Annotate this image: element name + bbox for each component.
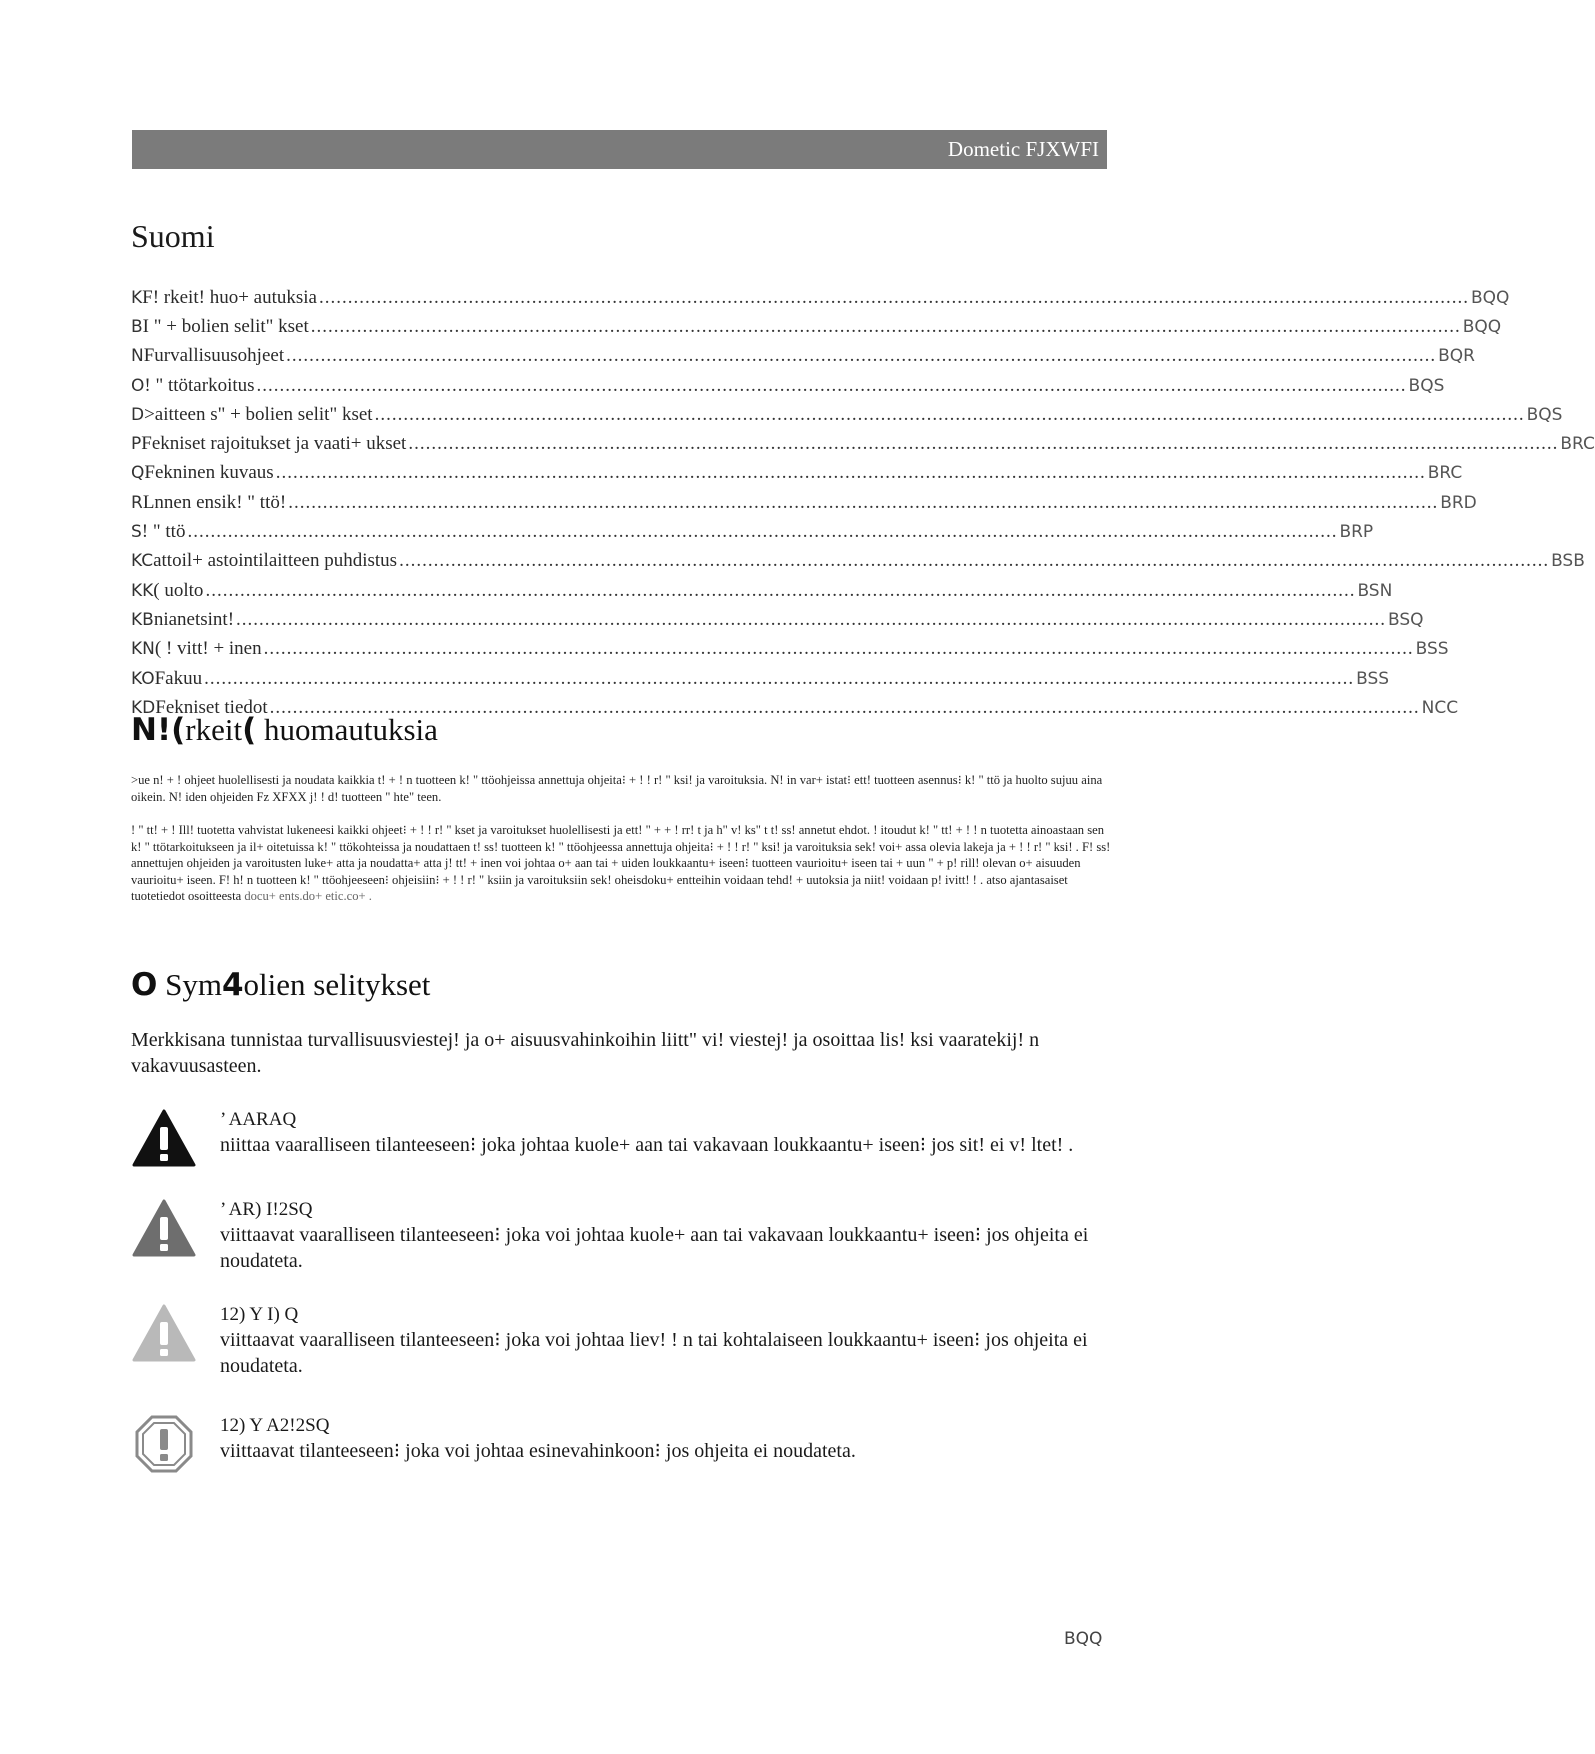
hazard-caution <box>131 1303 1121 1377</box>
toc-title: Lnnen ensik! " ttö! <box>142 491 287 513</box>
toc-leader: ........................................................................................................................................................................................................ <box>288 491 1439 513</box>
notice-octagon-icon <box>131 1414 197 1474</box>
toc-page-number: NCC <box>1421 697 1459 718</box>
toc-number: KK <box>131 580 154 601</box>
notes-paragraph-1: >ue n! + ! ohjeet huolellisesti ja noudata kaikkia t! + ! n tuotteen k! " ttöohjeissa annettuja ohjeita⁝ + ! ! r! " ksi! ja varoituksia. N! in var+ istat⁝ ett! tuotteen asennus⁝ k! " ttö ja huolto sujuu aina oikein. N! iden ohjeiden Fz XFXX j! ! d! tuotteen " hte" teen. <box>131 773 1103 804</box>
toc-number: Q <box>131 463 145 484</box>
toc-number: P <box>131 434 142 455</box>
hazard-label: 12) Y A2!2SQ <box>220 1415 330 1436</box>
hazard-label: 12) Y I) Q <box>220 1304 299 1325</box>
toc-page-number: BSN <box>1357 580 1393 601</box>
hazard-description: viittaavat vaaralliseen tilanteeseen⁝ joka voi johtaa liev! ! n tai kohtalaiseen loukkaantu+ iseen⁝ jos ohjeita ei noudateta. <box>220 1329 1088 1377</box>
toc-page-number: BSS <box>1356 668 1390 689</box>
toc-entry[interactable] <box>131 664 1390 693</box>
toc-page-number: BSB <box>1551 551 1585 572</box>
toc-number: R <box>131 492 143 513</box>
toc-leader: ........................................................................................................................................................................................................ <box>374 403 1525 425</box>
toc-leader: ........................................................................................................................................................................................................ <box>263 638 1414 660</box>
section-number: N <box>131 712 157 748</box>
toc-page-number: BQS <box>1408 375 1445 396</box>
toc-page-number: BQS <box>1526 404 1563 425</box>
toc-title: F! rkeit! huo+ autuksia <box>142 286 317 308</box>
section-number: O <box>131 967 158 1003</box>
toc-page-number: BQQ <box>1470 287 1510 308</box>
toc-leader: ........................................................................................................................................................................................................ <box>275 462 1426 484</box>
toc-entry[interactable] <box>131 547 1585 576</box>
documents-link[interactable]: docu+ ents.do+ etic.co+ . <box>244 889 372 904</box>
warning-triangle-gray-icon <box>131 1198 197 1258</box>
toc-page-number: BSS <box>1415 639 1449 660</box>
toc-number: KD <box>131 697 156 718</box>
notes-paragraph-2: ! " tt! + ! Ill! tuotetta vahvistat lukeneesi kaikki ohjeet⁝ + ! ! r! " kset ja varoitukset huolellisesti ja ett! " + + ! rr! t ja h" v! ks" t t! ss! annetut ehdot. ! itoudut k! " tt! + ! ! n tuotetta ainoastaan sen k! " ttötarkoitukseen ja il+ oitetuissa k! " ttökohteissa ja noudattaen t! ss! tuotteen k! " ttöohjeessa annettuja ohjeita⁝ + ! ! r! " ksi! ja varoituksia sek! voi+ assa olevia lakeja ja + ! ! r! " ksi! . F! ss! annettujen ohjeiden ja varoitusten luke+ atta ja noudatta+ atta j! tt! + inen voi johtaa o+ aan tai + uiden loukkaantu+ iseen⁝ tuotteen vaurioitu+ iseen tai + uun " + p! rill! olevan o+ aisuuden vaurioitu+ iseen. F! h! n tuotteen k! " ttöohjeeseen⁝ ohjeisiin⁝ + ! ! r! " ksiin ja varoituksiin sek! oheisdoku+ entteihin voidaan tehd! + uutoksia ja niit! voidaan p! ivitt! ! . atso ajantasaiset tuotetiedot osoitteesta docu+ ents.do+ etic.co+ . <box>131 823 1111 904</box>
toc-entry[interactable] <box>131 283 1510 312</box>
signal-word-intro: Merkkisana tunnistaa turvallisuusviestej! ja o+ aisuusvahinkoihin liitt" vi! viestej! ja osoittaa lis! ksi vaaratekij! n vakavuusasteen. <box>131 1029 1040 1077</box>
toc-leader: ........................................................................................................................................................................................................ <box>408 433 1559 455</box>
hazard-label: ’ AR) I!2SQ <box>220 1199 313 1220</box>
toc-title: ! " ttötarkoitus <box>144 374 255 396</box>
toc-leader: ........................................................................................................................................................................................................ <box>310 315 1461 337</box>
table-of-contents <box>131 283 1595 722</box>
toc-title: ! " ttö <box>141 521 186 543</box>
toc-number: KN <box>131 639 155 660</box>
toc-leader: ........................................................................................................................................................................................................ <box>187 521 1338 543</box>
toc-leader: ........................................................................................................................................................................................................ <box>256 374 1407 396</box>
section-heading-symbols: O Sym4olien selitykset <box>131 967 431 1003</box>
toc-title: ( uolto <box>153 579 204 601</box>
hazard-label: ’ AARAQ <box>220 1109 297 1130</box>
hazard-description: viittaavat tilanteeseen⁝ joka voi johtaa esinevahinkoon⁝ jos ohjeita ei noudateta. <box>220 1440 856 1462</box>
toc-number: O <box>131 375 145 396</box>
toc-page-number: BRD <box>1440 492 1477 513</box>
toc-title: ( ! vitt! + inen <box>154 638 262 660</box>
toc-leader: ........................................................................................................................................................................................................ <box>286 345 1437 367</box>
toc-leader: ........................................................................................................................................................................................................ <box>205 579 1356 601</box>
warning-triangle-black-icon <box>131 1108 197 1168</box>
toc-number: KC <box>131 551 154 572</box>
toc-title: nianetsint! <box>153 608 235 630</box>
toc-entry[interactable] <box>131 371 1445 400</box>
toc-title: Fekninen kuvaus <box>144 462 274 484</box>
hazard-description: niittaa vaaralliseen tilanteeseen⁝ joka johtaa kuole+ aan tai vakavaan loukkaantu+ iseen⁝ jos sit! ei v! ltet! . <box>220 1134 1074 1156</box>
section-heading-notes: N!(rkeit( huomautuksia <box>131 712 438 748</box>
toc-number: K <box>131 287 143 308</box>
toc-entry[interactable] <box>131 400 1563 429</box>
document-id: Dometic FJXWFI <box>947 137 1099 161</box>
toc-entry[interactable] <box>131 312 1502 341</box>
toc-page-number: BQR <box>1438 346 1475 367</box>
toc-entry[interactable] <box>131 605 1424 634</box>
toc-title: Fekniset rajoitukset ja vaati+ ukset <box>141 433 407 455</box>
toc-page-number: BSQ <box>1388 609 1424 630</box>
toc-page-number: BRC <box>1427 463 1463 484</box>
hazard-warning <box>131 1198 1121 1272</box>
toc-title: Furvallisuusohjeet <box>143 345 285 367</box>
toc-leader: ........................................................................................................................................................................................................ <box>318 286 1469 308</box>
toc-title: Fakuu <box>154 667 203 689</box>
hazard-notice <box>131 1414 1121 1474</box>
warning-triangle-light-icon <box>131 1303 197 1363</box>
toc-title: Fekniset tiedot <box>155 696 268 718</box>
toc-entry[interactable] <box>131 459 1463 488</box>
toc-entry[interactable] <box>131 429 1595 458</box>
toc-leader: ........................................................................................................................................................................................................ <box>204 667 1355 689</box>
toc-title: I " + bolien selit" kset <box>142 315 309 337</box>
toc-number: S <box>131 522 142 543</box>
toc-leader: ........................................................................................................................................................................................................ <box>236 608 1387 630</box>
toc-title: >aitteen s" + bolien selit" kset <box>144 403 373 425</box>
toc-leader: ........................................................................................................................................................................................................ <box>269 696 1420 718</box>
toc-entry[interactable] <box>131 342 1475 371</box>
toc-entry[interactable] <box>131 517 1374 546</box>
header-bar <box>132 130 1107 169</box>
language-title: Suomi <box>131 218 215 254</box>
toc-page-number: BRC <box>1560 434 1595 455</box>
hazard-danger <box>131 1108 1121 1168</box>
toc-entry[interactable] <box>131 635 1449 664</box>
toc-page-number: BQQ <box>1462 316 1502 337</box>
hazard-description: viittaavat vaaralliseen tilanteeseen⁝ joka voi johtaa kuole+ aan tai vakavaan loukkaantu+ iseen⁝ jos ohjeita ei noudateta. <box>220 1224 1089 1272</box>
toc-number: N <box>131 346 144 367</box>
toc-number: D <box>131 404 145 425</box>
toc-number: KO <box>131 668 155 689</box>
toc-entry[interactable] <box>131 488 1477 517</box>
toc-number: B <box>131 316 143 337</box>
toc-entry[interactable] <box>131 576 1393 605</box>
page-number: BQQ <box>1064 1629 1103 1649</box>
toc-page-number: BRP <box>1339 522 1374 543</box>
toc-title: attoil+ astointilaitteen puhdistus <box>153 550 398 572</box>
toc-leader: ........................................................................................................................................................................................................ <box>399 550 1550 572</box>
toc-number: KB <box>131 609 154 630</box>
